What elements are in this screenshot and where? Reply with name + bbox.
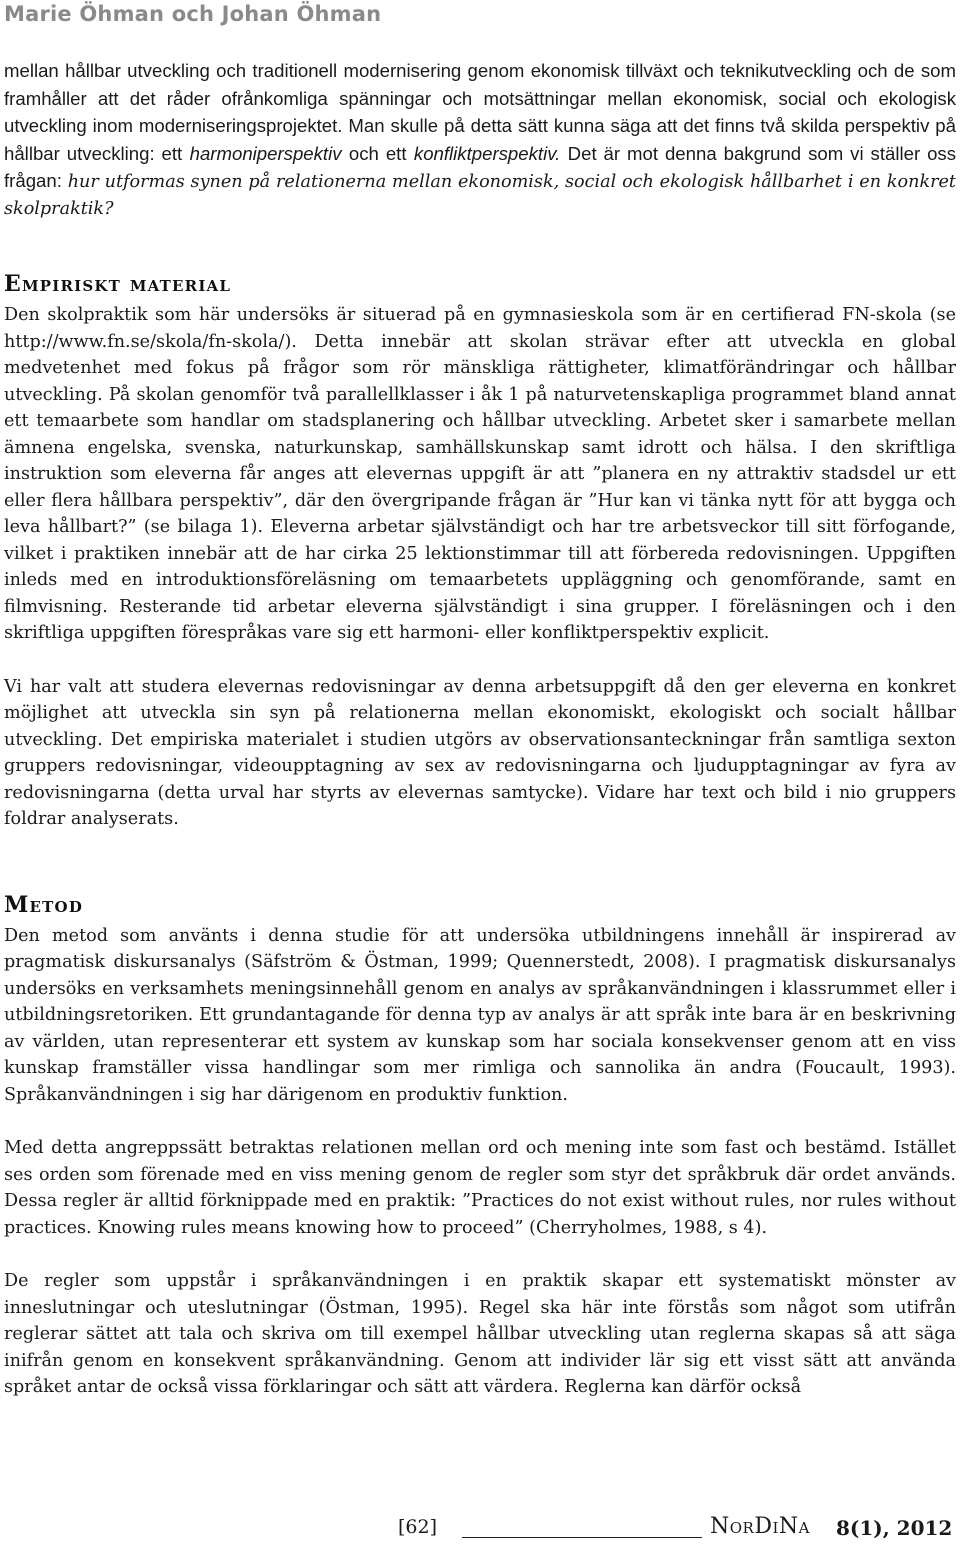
heading-metod: Metod: [4, 891, 84, 918]
intro-text-och: och ett: [348, 142, 407, 164]
page-number: [62]: [398, 1516, 438, 1538]
term-harmoniperspektiv: harmoniperspektiv: [189, 142, 342, 164]
journal-issue: 8(1), 2012: [836, 1516, 953, 1540]
intro-paragraph: [4, 58, 956, 222]
empiriskt-paragraph-1: Den skolpraktik som här undersöks är situerad på en gymnasieskola som är en certifierad FN-skola (se http://www.fn.se/skola/fn-skola/). Detta innebär att skolan strävar efter att utveckla en global medvetenhet med fokus på frågor som rör mänskliga rättigheter, klimatförändringar och hållbar utveckling. På skolan genomför två parallellklasser i åk 1 på naturvetenskapliga programmet bland annat ett temaarbete som handlar om stadsplanering och hållbar utveckling. Arbetet sker i samarbete mellan ämnena engelska, svenska, naturkunskap, samhällskunskap samt idrott och hälsa. I den skriftliga instruktion som eleverna får anges att elevernas uppgift är att ”planera en ny attraktiv stadsdel ur ett eller flera hållbara perspektiv”, där den övergripande frågan är ”Hur kan vi tänka nytt för att bygga och leva hållbart?” (se bilaga 1). Eleverna arbetar självständigt och har tre arbetsveckor till sitt förfogande, vilket i praktiken innebär att de har cirka 25 lektionstimmar till att förbereda redovisningen. Uppgiften inleds med en introduktionsföreläsning om temaarbetets uppläggning och genomförande, samt en filmvisning. Resterande tid arbetar eleverna självständigt i sina grupper. I föreläsningen och i den skriftliga uppgiften förespråkas vare sig ett harmoni- eller konfliktperspektiv explicit.: [4, 305, 956, 643]
metod-paragraph-2: Med detta angreppssätt betraktas relationen mellan ord och mening inte som fast och bestämd. Istället ses orden som förenade med en viss mening genom de regler som styr det språkbruk där ordet används. Dessa regler är alltid förknippade med en praktik: ”Practices do not exist without rules, nor rules without practices. Knowing rules means knowing how to proceed” (Cherryholmes, 1988, s 4).: [4, 1138, 956, 1238]
intro-text-b: Det är mot denna bakgrund som vi ställer oss frågan:: [4, 142, 957, 191]
empiriskt-paragraph-2: Vi har valt att studera elevernas redovisningar av denna arbetsuppgift då den ger eleverna en konkret möjlighet att utveckla sin syn på relationerna mellan ekonomiskt, ekologiskt och socialt hållbar utveckling. Det empiriska materialet i studien utgörs av observationsanteckningar från samtliga sexton gruppers redovisningar, videoupptagning av sex av redovisningarna och ljudupptagningar av fyra av redovisningarna (detta urval har styrts av elevernas samtycke). Vidare har text och bild i nio gruppers foldrar analyserats.: [4, 676, 956, 829]
research-question: hur utformas synen på relationerna mellan ekonomisk, social och ekologisk hållbarhet i en konkret skolpraktik?: [4, 172, 956, 219]
metod-paragraph-1: Den metod som använts i denna studie för att undersöka utbildningens innehåll är inspirerad av pragmatisk diskursanalys (Säfström & Östman, 1999; Quennerstedt, 2008). I pragmatisk diskursanalys undersöks en verksamhets meningsinnehåll genom en analys av språkanvändningen i klassrummet eller i utbildningsretoriken. Ett grundantagande för denna typ av analys är att språk inte bara är en beskrivning av världen, utan representerar ett system av kunskap som har sociala konsekvenser genom att en viss kunskap framställer vissa handlingar som mer rimliga och sannolika än andra (Foucault, 1993). Språkanvändningen i sig har därigenom en produktiv funktion.: [4, 925, 956, 1105]
page-footer: [0, 1508, 960, 1548]
heading-empiriskt-material: Empiriskt material: [4, 271, 232, 297]
journal-name: NorDiNa: [710, 1514, 810, 1539]
page-body: [4, 58, 956, 1401]
footer-rule: [462, 1537, 702, 1538]
intro-text-a: mellan hållbar utveckling och traditionell modernisering genom ekonomisk tillväxt och teknikutveckling och de som framhåller att det råder ofrånkomliga spänningar och motsättningar mellan ekonomisk, social och ekologisk utveckling inom moderniseringsprojektet. Man skulle på detta sätt kunna säga att det finns två skilda perspektiv på hållbar utveckling: ett: [4, 60, 956, 164]
metod-paragraph-3: De regler som uppstår i språkanvändningen i en praktik skapar ett systematiskt mönster av inneslutningar och uteslutningar (Östman, 1995). Regel ska här inte förstås som något som utifrån reglerar sättet att tala och skriva om till exempel hållbar utveckling utan reglerna skapas så att säga inifrån genom en konsekvent språkanvändning. Genom att individer lär sig ett visst sätt att använda språket antar de också vissa förklaringar och sätt att värdera. Reglerna kan därför också: [4, 1271, 956, 1397]
term-konfliktperspektiv: konfliktperspektiv.: [413, 142, 561, 164]
running-head-authors: Marie Öhman och Johan Öhman: [4, 2, 382, 26]
